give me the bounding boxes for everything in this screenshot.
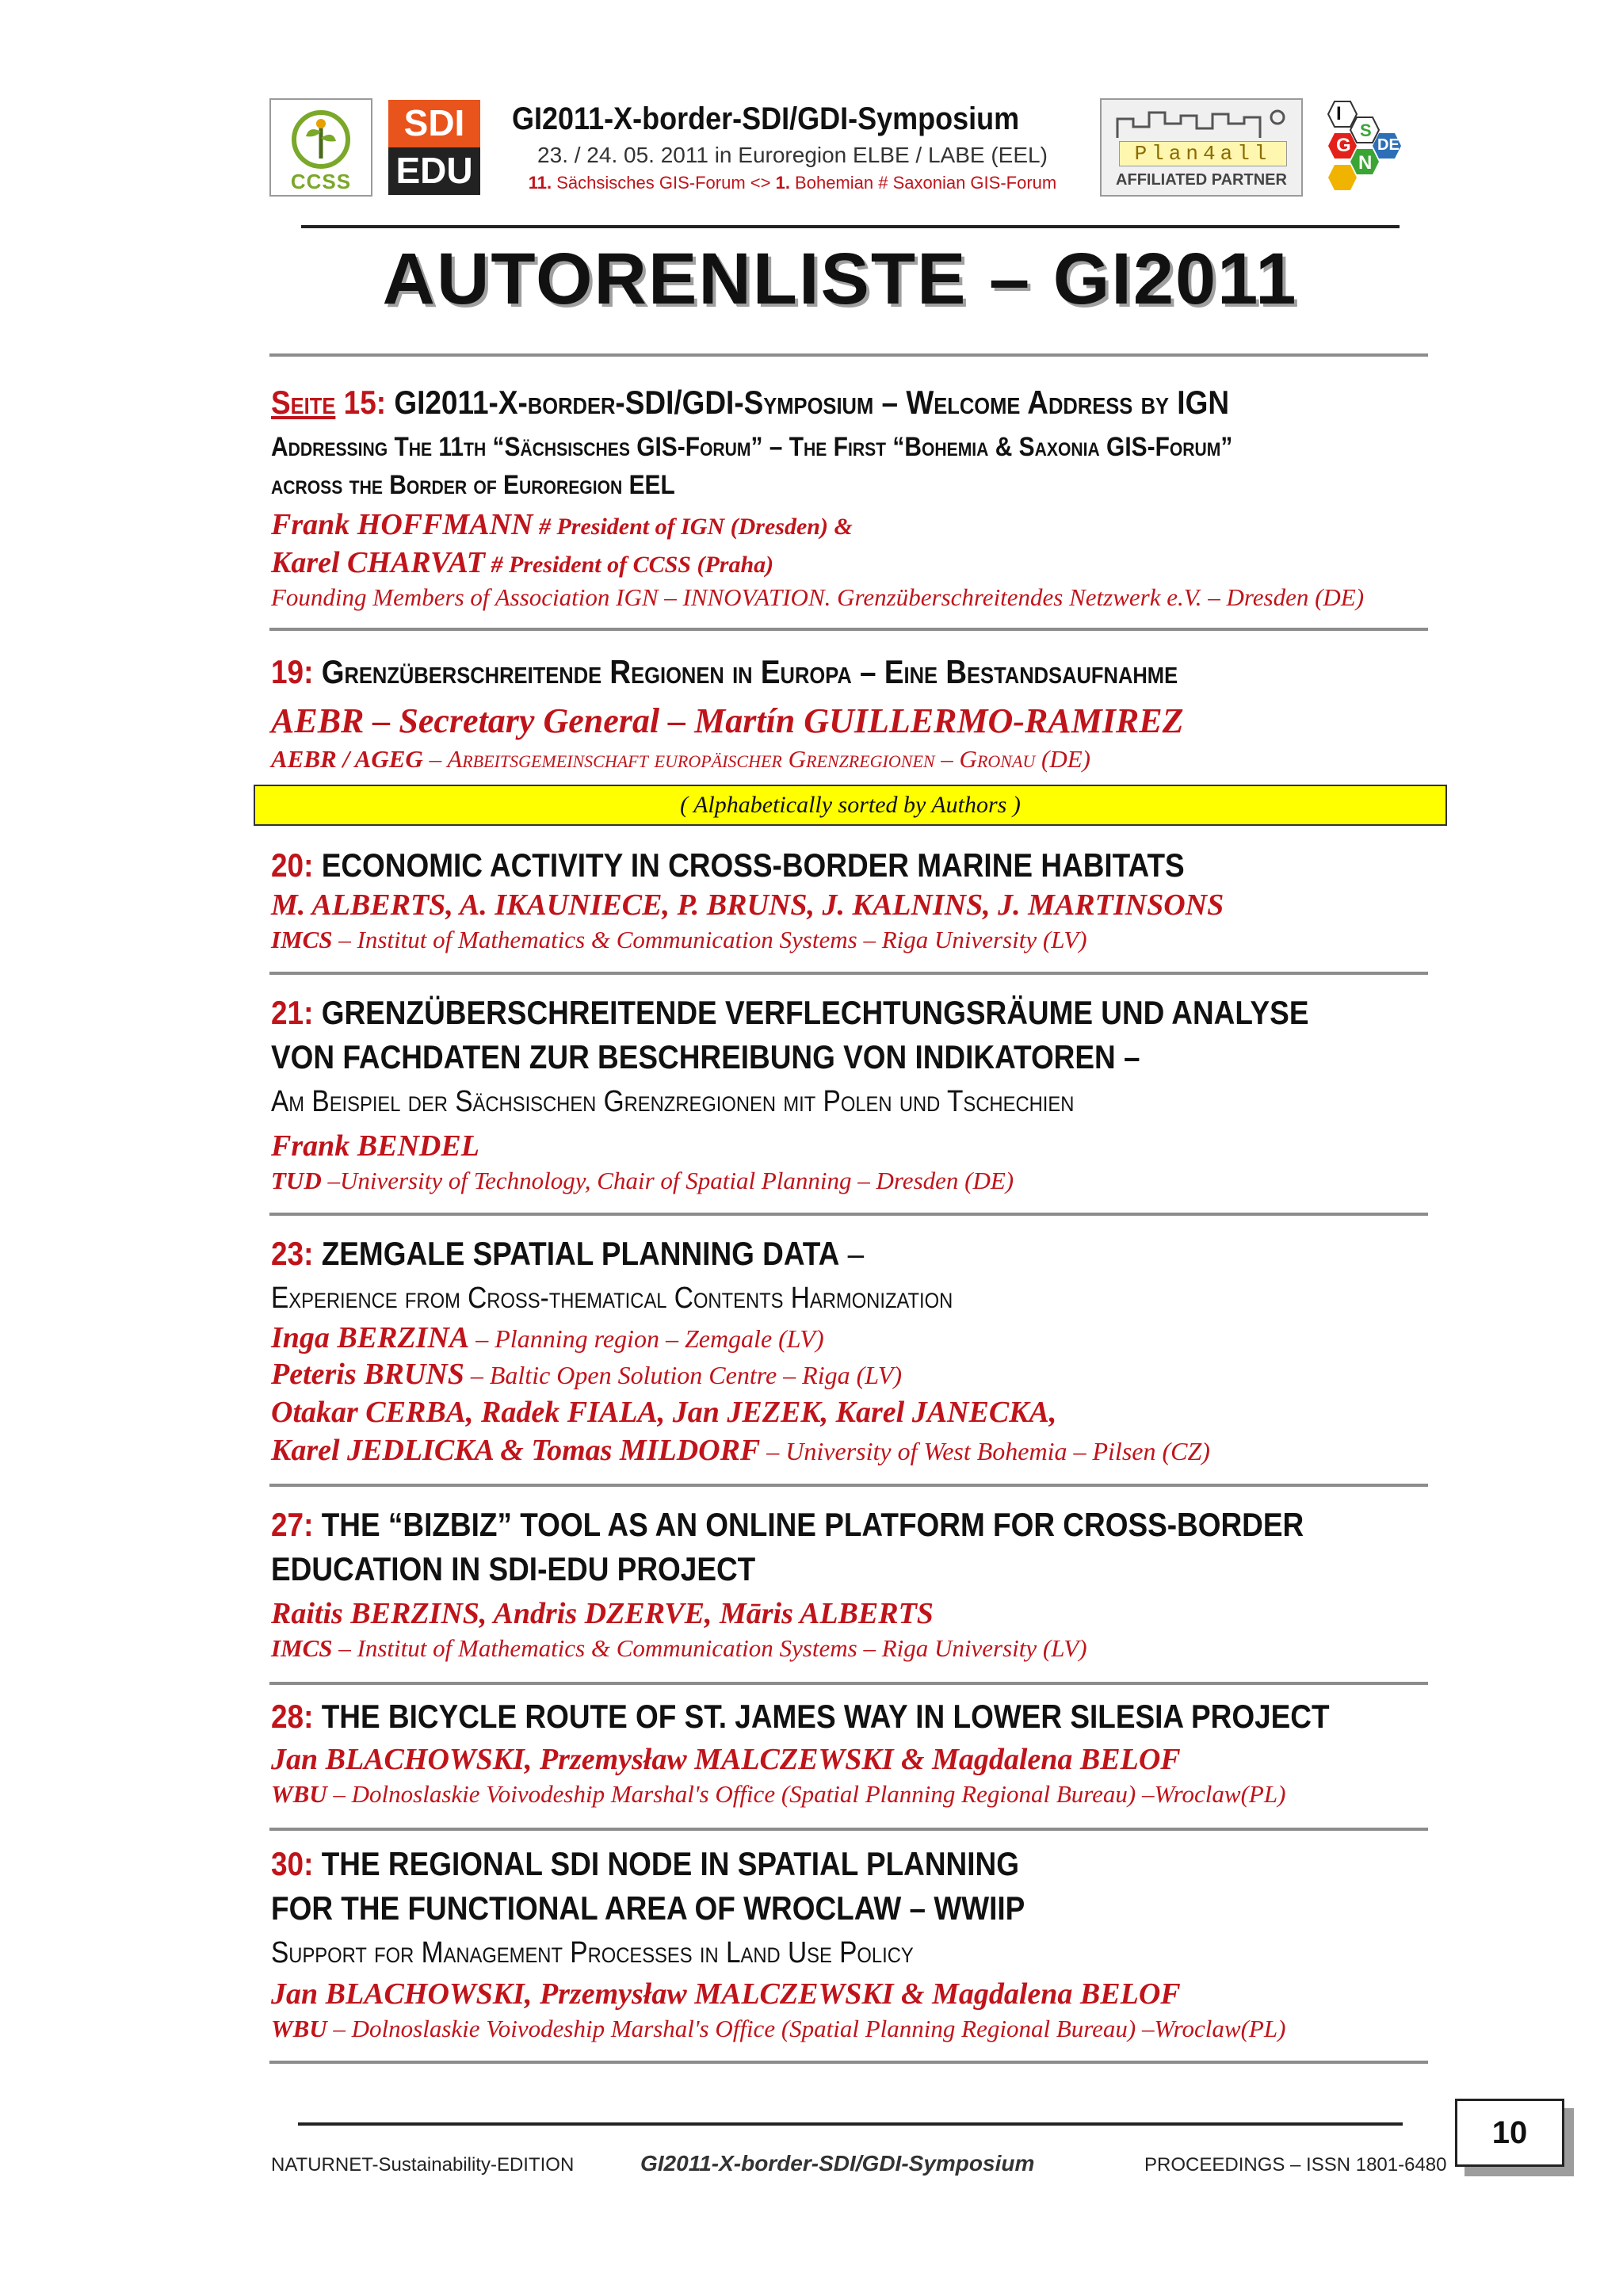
section-27-title-line2: EDUCATION IN SDI-EDU PROJECT <box>271 1550 756 1587</box>
section-20-affiliation <box>271 926 1087 954</box>
footer-rule <box>298 2122 1403 2126</box>
section-15-number: 15 <box>343 384 376 421</box>
ign-letter-i: I <box>1336 103 1342 124</box>
author-note: – Planning region – Zemgale (LV) <box>469 1324 824 1353</box>
section-30-authors: Jan BLACHOWSKI, Przemysław MALCZEWSKI & Magdalena BELOF <box>271 1977 1181 2011</box>
ccss-logo <box>269 98 372 197</box>
section-19-author: AEBR – Secretary General – Martín GUILLERMO-RAMIREZ <box>271 701 1184 740</box>
affiliation-text: – Dolnoslaskie Voivodeship Marshal's Office (Spatial Planning Regional Bureau) –Wroclaw(PL) <box>327 2015 1286 2042</box>
section-21-subtitle: Am Beispiel der Sächsischen Grenzregionen mit Polen und Tschechien <box>271 1085 1075 1118</box>
ign-letter-g: G <box>1336 135 1351 156</box>
header-rule <box>301 225 1400 228</box>
section-27-number: 27 <box>271 1506 304 1543</box>
section-rule <box>269 2061 1428 2064</box>
section-19-title: 19: Grenzüberschreitende Regionen in Europa – Eine Bestandsaufnahme <box>271 653 1178 690</box>
skyline-icon <box>1102 103 1301 143</box>
author-name: Karel JEDLICKA & Tomas MILDORF <box>271 1434 761 1467</box>
sdi-logo-top: SDI <box>403 102 465 143</box>
author-name: Frank HOFFMANN <box>271 508 533 541</box>
section-28-title-text: THE BICYCLE ROUTE OF ST. JAMES WAY IN LOWER SILESIA PROJECT <box>321 1698 1330 1735</box>
section-23-title: 23: ZEMGALE SPATIAL PLANNING DATA – <box>271 1235 865 1272</box>
author-name: Inga BERZINA <box>271 1321 470 1354</box>
section-28-number: 28 <box>271 1698 304 1735</box>
page-title-wrap <box>269 238 1411 321</box>
title-rule <box>269 353 1428 357</box>
section-28-authors: Jan BLACHOWSKI, Przemysław MALCZEWSKI & Magdalena BELOF <box>271 1743 1181 1776</box>
ign-letter-s: S <box>1360 120 1372 140</box>
section-21-title-line2: VON FACHDATEN ZUR BESCHREIBUNG VON INDIKATOREN – <box>271 1038 1140 1075</box>
author-name: Karel CHARVAT <box>271 546 485 579</box>
sdi-logo-bottom: EDU <box>388 147 480 195</box>
section-rule <box>269 1213 1428 1216</box>
section-15-title-line2: Addressing The 11th “Sächsisches GIS-Forum” – The First “Bohemia & Saxonia GIS-Forum” <box>271 432 1233 462</box>
author-note: # President of IGN (Dresden) & <box>533 514 853 540</box>
section-27-title-text: THE “BIZBIZ” TOOL AS AN ONLINE PLATFORM FOR CROSS-BORDER <box>321 1506 1304 1543</box>
section-30-title-line2: FOR THE FUNCTIONAL AREA OF WROCLAW – WWIIP <box>271 1889 1025 1927</box>
section-30-affiliation <box>271 2015 1285 2043</box>
ccss-logo-text: CCSS <box>290 170 352 193</box>
forum-b-text: Bohemian # Saxonian GIS-Forum <box>789 173 1057 193</box>
section-21-title-text: GRENZÜBERSCHREITENDE VERFLECHTUNGSRÄUME UND ANALYSE <box>321 994 1309 1031</box>
author-note: – Baltic Open Solution Centre – Riga (LV) <box>464 1361 903 1389</box>
affiliation-text: – Dolnoslaskie Voivodeship Marshal's Office (Spatial Planning Regional Bureau) –Wroclaw(PL) <box>327 1780 1286 1808</box>
affiliation-abbr: WBU <box>271 1780 327 1808</box>
author-name: Peteris BRUNS <box>271 1358 464 1391</box>
page-number: 10 <box>1455 2099 1564 2167</box>
section-15-prefix: Seite <box>271 384 336 421</box>
section-19-title-text: Grenzüberschreitende Regionen in Europa – Eine Bestandsaufnahme <box>321 653 1178 690</box>
section-15-title-a: GI2011-X-border-SDI/GDI-Symposium – Welcome Address by IGN <box>394 384 1230 421</box>
section-27-affiliation <box>271 1634 1087 1663</box>
header-title: GI2011-X-border-SDI/GDI-Symposium <box>512 101 1020 136</box>
section-23-author-2 <box>271 1357 902 1392</box>
affiliation-abbr: TUD <box>271 1167 322 1194</box>
section-rule <box>269 1828 1428 1831</box>
affiliation-text: –University of Technology, Chair of Spatial Planning – Dresden (DE) <box>321 1167 1014 1194</box>
section-15-title-line3: across the Border of Euroregion EEL <box>271 470 675 500</box>
affiliation-text: – Institut of Mathematics & Communication Systems – Riga University (LV) <box>332 1634 1087 1662</box>
ign-letter-de: DE <box>1377 136 1400 154</box>
forum-b-number: 1. <box>775 173 790 193</box>
affiliated-partner-label: AFFILIATED PARTNER <box>1116 171 1287 189</box>
section-28-title: 28: THE BICYCLE ROUTE OF ST. JAMES WAY IN LOWER SILESIA PROJECT <box>271 1698 1330 1735</box>
section-28-affiliation <box>271 1780 1285 1809</box>
section-rule <box>269 1682 1428 1685</box>
author-note: – University of West Bohemia – Pilsen (CZ) <box>760 1437 1210 1465</box>
section-rule <box>269 628 1428 631</box>
header-dates: 23. / 24. 05. 2011 in Euroregion ELBE / LABE (EEL) <box>537 143 1048 167</box>
section-15-title-line1: Seite 15: GI2011-X-border-SDI/GDI-Symposium – Welcome Address by IGN <box>271 384 1230 421</box>
page-title: AUTORENLISTE – GI2011 <box>382 239 1298 319</box>
section-23-author-4 <box>271 1433 1210 1468</box>
footer-center: GI2011-X-border-SDI/GDI-Symposium <box>640 2151 1035 2176</box>
ign-hexagon-icon <box>1312 98 1417 197</box>
section-30-number: 30 <box>271 1845 304 1882</box>
section-rule <box>269 1484 1428 1487</box>
affiliation-text: – Arbeitsgemeinschaft europäischer Grenzregionen – Gronau (DE) <box>422 745 1090 773</box>
section-30-title-text: THE REGIONAL SDI NODE IN SPATIAL PLANNING <box>321 1845 1019 1882</box>
forum-a-number: 11. <box>528 173 552 193</box>
affiliation-abbr: AEBR / AGEG <box>271 745 423 773</box>
section-rule <box>269 972 1428 975</box>
section-20-number: 20 <box>271 846 304 884</box>
section-23-title-dash: – <box>839 1235 865 1272</box>
author-note: # President of CCSS (Praha) <box>484 552 774 578</box>
affiliation-text: – Institut of Mathematics & Communication Systems – Riga University (LV) <box>332 926 1087 953</box>
footer-right: PROCEEDINGS – ISSN 1801-6480 <box>1144 2154 1447 2176</box>
section-23-author-3: Otakar CERBA, Radek FIALA, Jan JEZEK, Karel JANECKA, <box>271 1396 1057 1429</box>
forum-a-text: Sächsisches GIS-Forum <> <box>552 173 776 193</box>
ign-letter-n: N <box>1358 152 1373 174</box>
section-27-authors: Raitis BERZINS, Andris DZERVE, Māris ALBERTS <box>271 1597 934 1630</box>
section-20-title-text: ECONOMIC ACTIVITY IN CROSS-BORDER MARINE HABITATS <box>321 846 1185 884</box>
section-23-author-1 <box>271 1320 824 1355</box>
section-27-title-line1: 27: THE “BIZBIZ” TOOL AS AN ONLINE PLATFORM FOR CROSS-BORDER <box>271 1506 1304 1543</box>
section-21-affiliation <box>271 1167 1014 1195</box>
section-15-author-2 <box>271 545 773 580</box>
affiliation-abbr: IMCS <box>271 926 333 953</box>
ign-logo <box>1312 98 1417 197</box>
affiliation-abbr: WBU <box>271 2015 327 2042</box>
section-30-title-line1: 30: THE REGIONAL SDI NODE IN SPATIAL PLANNING <box>271 1845 1019 1882</box>
section-23-number: 23 <box>271 1235 304 1272</box>
section-30-subtitle: Support for Management Processes in Land Use Policy <box>271 1936 914 1969</box>
footer-left: NATURNET-Sustainability-EDITION <box>271 2154 575 2176</box>
section-21-title-line1: 21: GRENZÜBERSCHREITENDE VERFLECHTUNGSRÄUME UND ANALYSE <box>271 994 1309 1031</box>
section-23-subtitle: Experience from Cross-thematical Contents Harmonization <box>271 1282 953 1315</box>
section-21-number: 21 <box>271 994 304 1031</box>
section-15-author-1 <box>271 507 853 542</box>
section-20-title: 20: ECONOMIC ACTIVITY IN CROSS-BORDER MARINE HABITATS <box>271 846 1185 884</box>
section-19-affiliation <box>271 745 1090 774</box>
plan4all-logo <box>1100 98 1303 197</box>
section-21-authors: Frank BENDEL <box>271 1129 479 1163</box>
header-forum-line <box>475 173 1109 193</box>
section-20-authors: M. ALBERTS, A. IKAUNIECE, P. BRUNS, J. KALNINS, J. MARTINSONS <box>271 888 1224 922</box>
affiliation-abbr: IMCS <box>271 1634 333 1662</box>
sdi-edu-logo <box>388 100 480 195</box>
section-15-affiliation: Founding Members of Association IGN – INNOVATION. Grenzüberschreitendes Netzwerk e.V. – Dresden (DE) <box>271 583 1365 611</box>
plan4all-text: Plan4all <box>1119 141 1287 166</box>
section-19-number: 19 <box>271 653 304 690</box>
section-23-title-text: ZEMGALE SPATIAL PLANNING DATA <box>321 1235 840 1272</box>
sort-note: ( Alphabetically sorted by Authors ) <box>254 785 1447 826</box>
